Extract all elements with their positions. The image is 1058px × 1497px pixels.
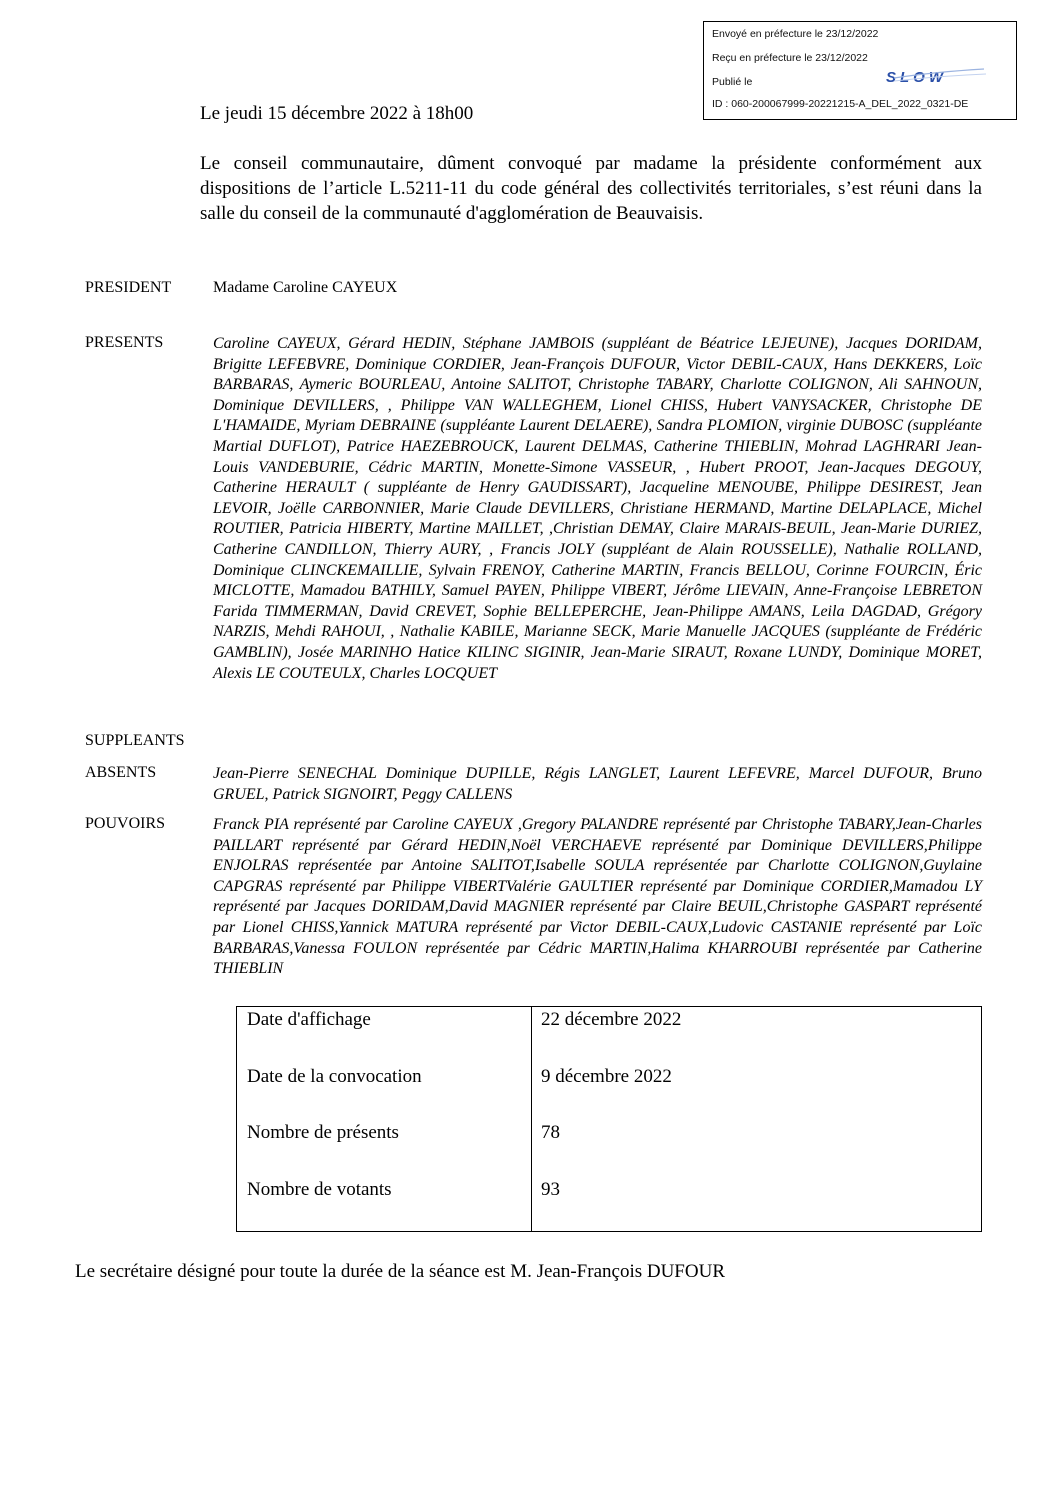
absents-label: ABSENTS bbox=[85, 764, 157, 781]
president-label: PRESIDENT bbox=[85, 279, 172, 296]
secretary-statement: Le secrétaire désigné pour toute la durée de la séance est M. Jean-François DUFOUR bbox=[75, 1261, 725, 1282]
presents-list: Caroline CAYEUX, Gérard HEDIN, Stéphane JAMBOIS (suppléant de Béatrice LEJEUNE), Jacques DORIDAM, Brigitte LEFEBVRE, Dominique CORDIER, Jean-François DUFOUR, Victor DEBIL-CAUX, Hans DEKKERS, Loïc BARBARAS, Aymeric BOURLEAU, Antoine SALITOT, Christophe TABARY, Charlotte COLIGNON, Ali SAHNOUN, Dominique DEVILLERS, , Philippe VAN WALLEGHEM, Lionel CHISS, Hubert VANYSACKER, Christophe DE L'HAMAIDE, Myriam DEBRAINE (suppléante Laurent DELAERE), Sandra PLOMION, virginie DUBOSC (suppléante Martial DUFLOT), Patrice HAEZEBROUCK, Laurent DELMAS, Catherine THIEBLIN, Mohrad LAGHRARI Jean-Louis VANDEBURIE, Cédric MARTIN, Monette-Simone VASSEUR, , Hubert PROOT, Jean-Jacques DEGOUY, Catherine HERAULT ( suppléante de Henry GAUDISSART), Jacqueline MENOUBE, Philippe DESIREST, Jean LEVOIR, Joëlle CARBONNIER, Marie Claude DEVILLERS, Christiane HERMAND, Martine DELAPLACE, Michel ROUTIER, Patricia HIBERTY, Martine MAILLET, ,Christian DEMAY, Claire MARAIS-BEUIL, Jean-Marie DURIEZ, Catherine CANDILLON, Thierry AURY, , Francis JOLY (suppléant de Alain ROUSSELLE), Nathalie ROLLAND, Dominique CLINCKEMAILLIE, Sylvain FRENOY, Catherine MARTIN, Francis BELLOU, Corinne FOURCIN, Éric MICLOTTE, Mamadou BATHILY, Samuel PAYEN, Philippe VIBERT, Jérôme LIEVAIN, Anne-Françoise LEBRETON Farida TIMMERMAN, David CREVET, Sophie BELLEPERCHE, Jean-Philippe AMANS, Leila DAGDAD, Grégory NARZIS, Mehdi RAHOUI, , Nathalie KABILE, Marianne SECK, Marie Manuelle JACQUES (suppléante de Frédéric GAMBLIN), Josée MARINHO Hatice KILINC SIGINIR, Jean-Marie SIRAUT, Roxane LUNDY, Dominique MORET, Alexis LE COUTEULX, Charles LOCQUET bbox=[213, 335, 982, 682]
stamp-sent-date: Envoyé en préfecture le 23/12/2022 bbox=[712, 28, 879, 40]
table-divider bbox=[531, 1007, 532, 1231]
session-info-table bbox=[236, 1006, 982, 1232]
slow-logo bbox=[884, 66, 989, 91]
table-label-convocation: Date de la convocation bbox=[247, 1066, 422, 1087]
intro-paragraph: Le conseil communautaire, dûment convoqué par madame la présidente conformément aux dispositions de l’article L.5211-11 du code général des collectivités territoriales, s’est réuni dans la salle du conseil de la communauté d'agglomération de Beauvaisis. bbox=[200, 153, 982, 224]
prefecture-stamp bbox=[703, 21, 1017, 120]
table-label-affichage: Date d'affichage bbox=[247, 1009, 371, 1030]
table-value-votants: 93 bbox=[541, 1179, 560, 1200]
table-value-convocation: 9 décembre 2022 bbox=[541, 1066, 672, 1087]
table-value-presents: 78 bbox=[541, 1122, 560, 1143]
stamp-received-date: Reçu en préfecture le 23/12/2022 bbox=[712, 52, 868, 64]
svg-text:SLOW: SLOW bbox=[886, 69, 947, 86]
absents-list: Jean-Pierre SENECHAL Dominique DUPILLE, Régis LANGLET, Laurent LEFEVRE, Marcel DUFOUR, Bruno GRUEL, Patrick SIGNOIRT, Peggy CALLENS bbox=[213, 765, 982, 803]
table-label-presents: Nombre de présents bbox=[247, 1122, 399, 1143]
stamp-act-id: ID : 060-200067999-20221215-A_DEL_2022_0321-DE bbox=[712, 98, 969, 110]
session-date: Le jeudi 15 décembre 2022 à 18h00 bbox=[200, 103, 474, 124]
presents-label: PRESENTS bbox=[85, 334, 164, 351]
stamp-published-label: Publié le bbox=[712, 76, 753, 88]
pouvoirs-list: Franck PIA représenté par Caroline CAYEUX ,Gregory PALANDRE représenté par Christophe TABARY,Jean-Charles PAILLART représenté par Gérard HEDIN,Noël VERCHAEVE représenté par Dominique DEVILLERS,Philippe ENJOLRAS représentée par Antoine SALITOT,Isabelle SOULA représentée par Charlotte COLIGNON,Guylaine CAPGRAS représenté par Philippe VIBERTValérie GAULTIER représenté par Dominique CORDIER,Mamadou LY représenté par Jacques DORIDAM,David MAGNIER représenté par Claire BEUIL,Christophe GASPART représenté par Lionel CHISS,Yannick MATURA représenté par Victor DEBIL-CAUX,Ludovic CASTANIE représenté par Loïc BARBARAS,Vanessa FOULON représentée par Cédric MARTIN,Halima KHARROUBI représentée par Catherine THIEBLIN bbox=[213, 816, 982, 978]
suppleants-label: SUPPLEANTS bbox=[85, 732, 185, 749]
table-value-affichage: 22 décembre 2022 bbox=[541, 1009, 682, 1030]
pouvoirs-label: POUVOIRS bbox=[85, 815, 166, 832]
president-name: Madame Caroline CAYEUX bbox=[213, 279, 398, 296]
table-label-votants: Nombre de votants bbox=[247, 1179, 392, 1200]
